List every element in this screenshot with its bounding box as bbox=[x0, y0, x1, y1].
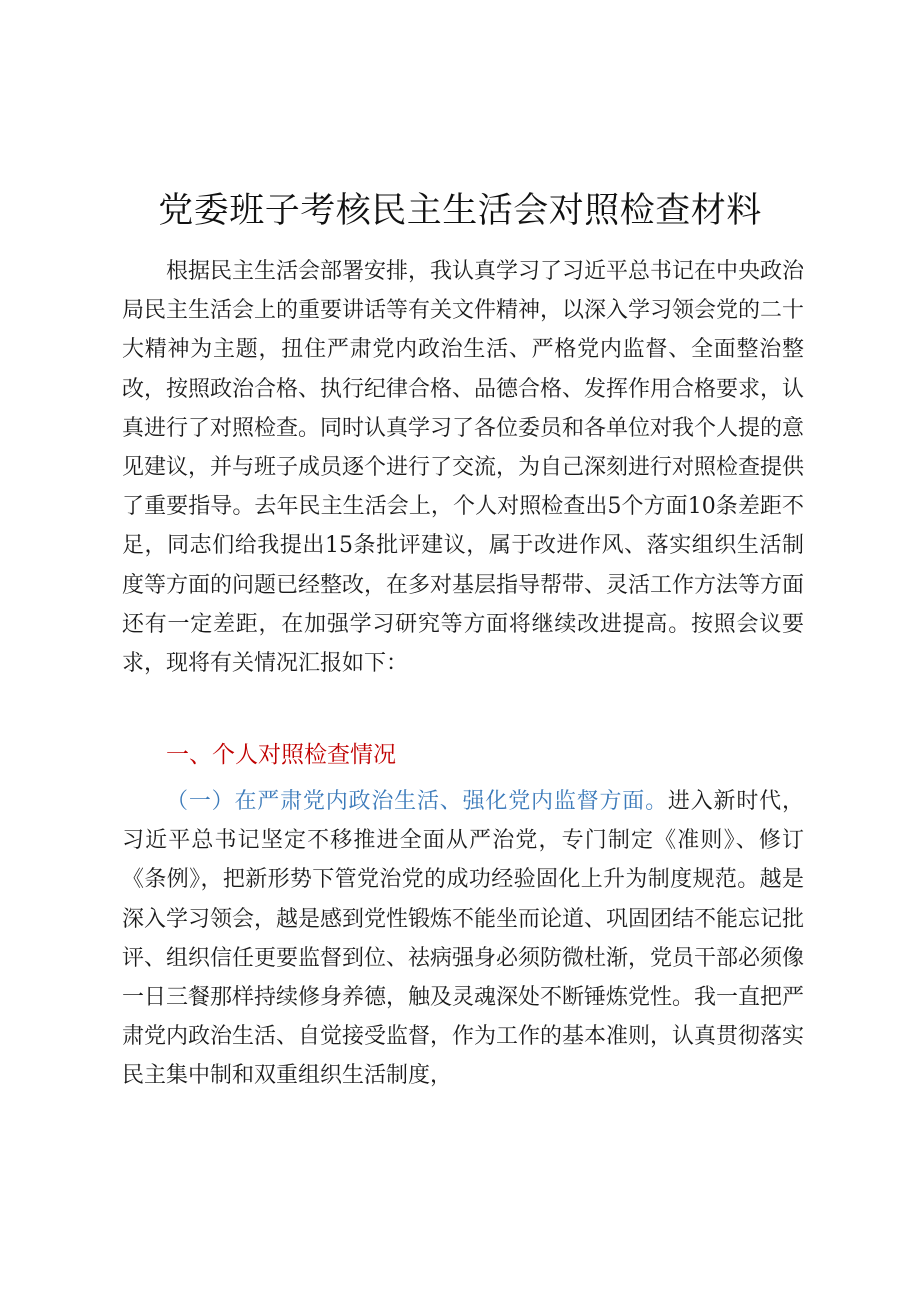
subsection-body: 进入新时代，习近平总书记坚定不移推进全面从严治党，专门制定《准则》、修订《条例》，把新形势下管党治党的成功经验固化上升为制度规范。越是深入学习领会，越是感到党性锻炼不能坐而论道、巩固团结不能忘记批评、组织信任更要监督到位、祛病强身必须防微杜渐，党员干部必须像一日三餐那样持续修身养德，触及灵魂深处不断锤炼党性。我一直把严肃党内政治生活、自觉接受监督，作为工作的基本准则，认真贯彻落实民主集中制和双重组织生活制度， bbox=[122, 789, 805, 1089]
subsection-paragraph bbox=[122, 782, 804, 1096]
section-heading: 一、个人对照检查情况 bbox=[166, 742, 396, 768]
subsection-heading: （一）在严肃党内政治生活、强化党内监督方面。 bbox=[166, 789, 668, 814]
document-title: 党委班子考核民主生活会对照检查材料 bbox=[158, 191, 762, 231]
intro-paragraph: 根据民主生活会部署安排，我认真学习了习近平总书记在中央政治局民主生活会上的重要讲话等有关文件精神，以深入学习领会党的二十大精神为主题，扭住严肃党内政治生活、严格党内监督、全面整治整改，按照政治合格、执行纪律合格、品德合格、发挥作用合格要求，认真进行了对照检查。同时认真学习了各位委员和各单位对我个人提的意见建议，并与班子成员逐个进行了交流，为自己深刻进行对照检查提供了重要指导。去年民主生活会上，个人对照检查出5个方面10条差距不足，同志们给我提出15条批评建议，属于改进作风、落实组织生活制度等方面的问题已经整改，在多对基层指导帮带、灵活工作方法等方面还有一定差距，在加强学习研究等方面将继续改进提高。按照会议要求，现将有关情况汇报如下： bbox=[122, 259, 805, 677]
